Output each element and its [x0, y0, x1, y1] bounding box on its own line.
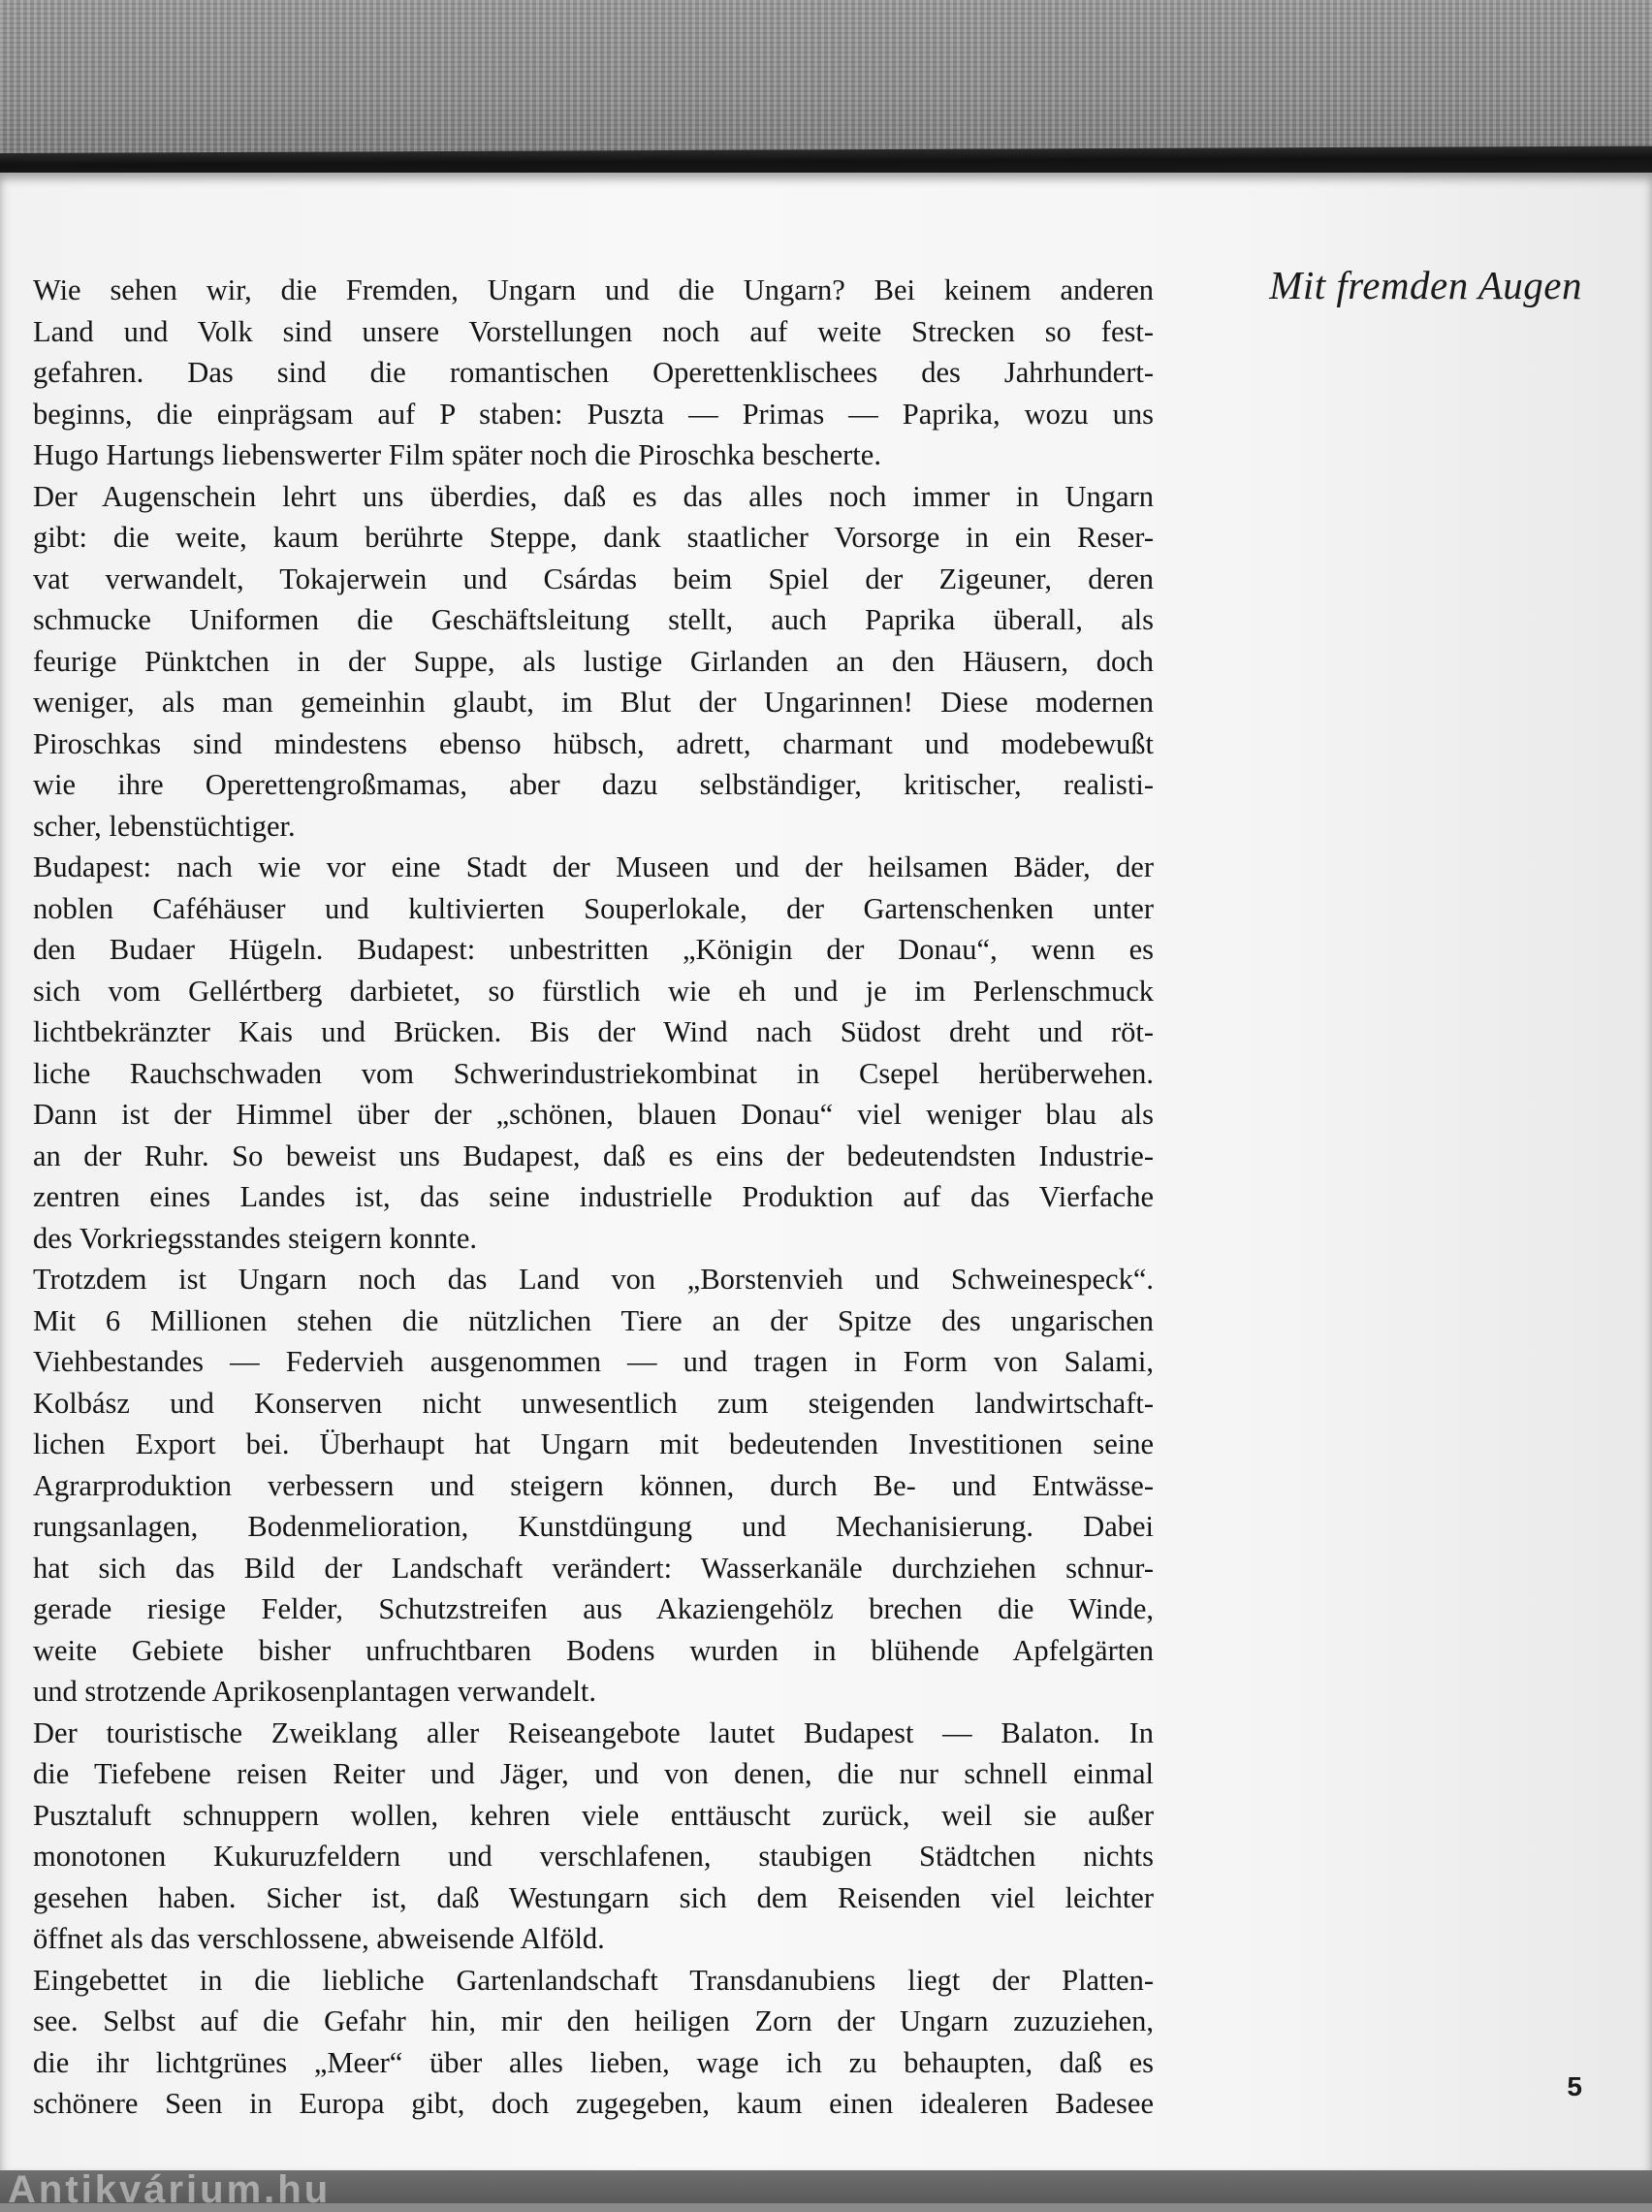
text-line: Trotzdem ist Ungarn noch das Land von „Borstenvieh und Schweinespeck“. [33, 1263, 1154, 1296]
text-line: feurige Pünktchen in der Suppe, als lustige Girlanden an den Häusern, doch [33, 644, 1154, 678]
text-line: gefahren. Das sind die romantischen Operettenklischees des Jahrhundert- [33, 356, 1154, 389]
book-page [0, 173, 1652, 2170]
paragraph [33, 1259, 1154, 1713]
text-line: vat verwandelt, Tokajerwein und Csárdas beim Spiel der Zigeuner, deren [33, 561, 1154, 595]
text-line: schmucke Uniformen die Geschäftsleitung stellt, auch Paprika überall, als [33, 603, 1154, 636]
text-line: Eingebettet in die liebliche Gartenlandschaft Transdanubiens liegt der Platten- [33, 1963, 1154, 1997]
text-line: Der Augenschein lehrt uns überdies, daß es das alles noch immer in Ungarn [33, 479, 1154, 513]
text-line: öffnet als das verschlossene, abweisende Alföld. [33, 1922, 605, 1955]
page-number: 5 [1567, 2071, 1582, 2101]
text-line: Der touristische Zweiklang aller Reiseangebote lautet Budapest — Balaton. In [33, 1715, 1154, 1749]
text-line: beginns, die einprägsam auf P staben: Puszta — Primas — Paprika, wozu uns [33, 397, 1154, 431]
text-line: Kolbász und Konserven nicht unwesentlich zum steigenden landwirtschaft- [33, 1386, 1154, 1420]
text-line: Agrarproduktion verbessern und steigern können, durch Be- und Entwässe- [33, 1468, 1154, 1502]
paragraph [33, 1713, 1154, 1960]
text-line: die ihr lichtgrünes „Meer“ über alles lieben, wage ich zu behaupten, daß es [33, 2045, 1154, 2079]
text-line: Hugo Hartungs liebenswerter Film später noch die Piroschka bescherte. [33, 438, 881, 471]
text-line: Land und Volk sind unsere Vorstellungen noch auf weite Strecken so fest- [33, 314, 1154, 348]
text-line: Viehbestandes — Federvieh ausgenommen — und tragen in Form von Salami, [33, 1345, 1154, 1378]
paragraph [33, 847, 1154, 1259]
text-line: scher, lebenstüchtiger. [33, 809, 296, 843]
text-line: Pusztaluft schnuppern wollen, kehren viele enttäuscht zurück, weil sie außer [33, 1798, 1154, 1832]
watermark-text: Antikvárium.hu [8, 2168, 332, 2211]
text-line: und strotzende Aprikosenplantagen verwandelt. [33, 1675, 597, 1708]
text-line: zentren eines Landes ist, das seine industrielle Produktion auf das Vierfache [33, 1180, 1154, 1213]
body-text [33, 270, 1154, 2125]
text-line: wie ihre Operettengroßmamas, aber dazu selbständiger, kritischer, realisti- [33, 768, 1154, 801]
text-line: noblen Caféhäuser und kultivierten Souperlokale, der Gartenschenken unter [33, 891, 1154, 925]
text-line: Wie sehen wir, die Fremden, Ungarn und die Ungarn? Bei keinem anderen [33, 273, 1154, 306]
text-line: Budapest: nach wie vor eine Stadt der Museen und der heilsamen Bäder, der [33, 850, 1154, 883]
background-wood-surface [0, 0, 1652, 165]
text-line: des Vorkriegsstandes steigern konnte. [33, 1221, 477, 1255]
text-line: Mit 6 Millionen stehen die nützlichen Tiere an der Spitze des ungarischen [33, 1303, 1154, 1337]
text-line: weite Gebiete bisher unfruchtbaren Bodens wurden in blühende Apfelgärten [33, 1633, 1154, 1667]
text-line: see. Selbst auf die Gefahr hin, mir den heiligen Zorn der Ungarn zuzuziehen, [33, 2004, 1154, 2037]
text-line: gerade riesige Felder, Schutzstreifen aus Akaziengehölz brechen die Winde, [33, 1592, 1154, 1625]
text-line: liche Rauchschwaden vom Schwerindustriekombinat in Csepel herüberwehen. [33, 1056, 1154, 1090]
text-line: lichtbekränzter Kais und Brücken. Bis der Wind nach Südost dreht und röt- [33, 1015, 1154, 1048]
text-line: die Tiefebene reisen Reiter und Jäger, und von denen, die nur schnell einmal [33, 1757, 1154, 1790]
text-line: lichen Export bei. Überhaupt hat Ungarn mit bedeutenden Investitionen seine [33, 1427, 1154, 1460]
paragraph [33, 1960, 1154, 2125]
text-line: hat sich das Bild der Landschaft verändert: Wasserkanäle durchziehen schnur- [33, 1551, 1154, 1585]
text-line: sich vom Gellértberg darbietet, so fürstlich wie eh und je im Perlenschmuck [33, 974, 1154, 1008]
text-line: den Budaer Hügeln. Budapest: unbestritten „Königin der Donau“, wenn es [33, 933, 1154, 966]
text-line: an der Ruhr. So beweist uns Budapest, daß es eins der bedeutendsten Industrie- [33, 1138, 1154, 1172]
paragraph [33, 270, 1154, 476]
paragraph [33, 476, 1154, 848]
text-line: gibt: die weite, kaum berührte Steppe, dank staatlicher Vorsorge in ein Reser- [33, 521, 1154, 554]
side-title: Mit fremden Augen [1269, 263, 1582, 307]
text-line: Piroschkas sind mindestens ebenso hübsch, adrett, charmant und modebewußt [33, 726, 1154, 760]
text-line: Dann ist der Himmel über der „schönen, blauen Donau“ viel weniger blau als [33, 1098, 1154, 1131]
text-line: monotonen Kukuruzfeldern und verschlafenen, staubigen Städtchen nichts [33, 1840, 1154, 1873]
text-line: schönere Seen in Europa gibt, doch zugegeben, kaum einen idealeren Badesee [33, 2087, 1154, 2120]
text-line: rungsanlagen, Bodenmelioration, Kunstdüngung und Mechanisierung. Dabei [33, 1510, 1154, 1543]
text-line: weniger, als man gemeinhin glaubt, im Blut der Ungarinnen! Diese modernen [33, 686, 1154, 719]
text-line: gesehen haben. Sicher ist, daß Westungarn sich dem Reisenden viel leichter [33, 1880, 1154, 1914]
